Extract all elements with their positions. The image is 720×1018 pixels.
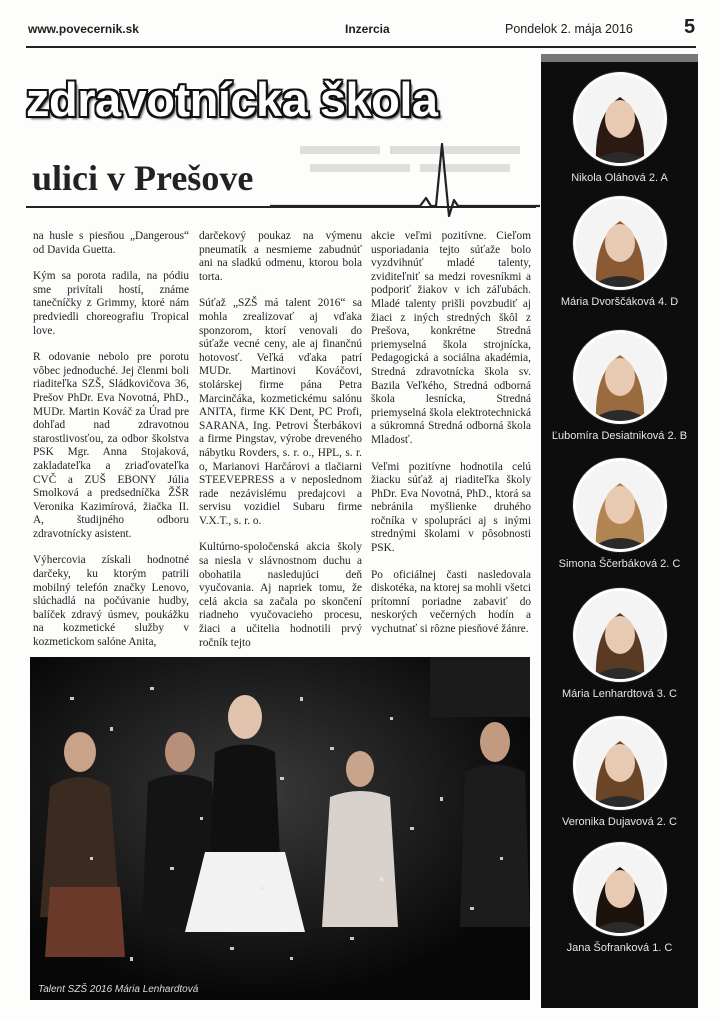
paragraph: Po oficiálnej časti nasledovala diskotéka, na ktorej sa mohli všetci prítomní poriadne zabaviť do neskorých večerných hodín a vychutnať si rôzne piesňové žánre. [371,568,531,636]
portrait-photo [573,196,667,290]
portrait-photo [573,842,667,936]
paragraph: na husle s piesňou „Dangerous“ od Davida Guetta. [33,230,189,256]
photo-caption: Talent SZŠ 2016 Mária Lenhardtová [38,984,199,995]
portrait-illustration [576,719,664,807]
paragraph: Kultúrno-spoločenská akcia školy sa niesla v slávnostnom duchu a obohatila nasledujúci deň vyučovania. Aj napriek tomu, že celá akcia sa začala po skončení riadneho vyučovacieho procesu, žiaci a učitelia hodnotili prvý ročník tejto [199,541,362,649]
portrait-photo [573,588,667,682]
header-date: Pondelok 2. mája 2016 [505,22,633,36]
heartbeat-line-icon [270,140,540,220]
portrait-illustration [576,591,664,679]
paragraph: akcie veľmi pozitívne. Cieľom usporiadania tejto súťaže bolo vyzdvihnúť mladé talenty, zviditeľniť sa medzi rovesníkmi a podporiť žiakov v ich záľubách. Mladé talenty prišli povzbudiť aj žiaci z iných stredných škôl z Prešova, konkrétne Stredná priemyselná škola strojnícka, Pedagogická a sociálna akadémia, Stredná zdravotnícka škola sv. Bazila Veľkého, Stredná odborná škola lesnícka, Stredná priemyselná škola elektrotechnická a súkromná Stredná odborná škola Mladosť. [371,230,531,446]
winner-card [541,842,698,954]
portrait-photo [573,716,667,810]
winner-name: Jana Šofranková 1. C [566,942,673,954]
page-number: 5 [684,16,696,38]
portrait-photo [573,458,667,552]
winner-name: Ľubomíra Desiatniková 2. B [551,430,688,442]
paragraph: darčekový poukaz na výmenu pneumatík a nesmieme zabudnúť ani na sladkú odmenu, ktorou bola torta. [199,230,362,283]
headline-underline [26,206,536,208]
article-column-2 [199,230,362,663]
headline-line-1: zdravotnícka škola [26,73,438,126]
winner-name: Simona Ščerbáková 2. C [558,558,681,570]
portrait-illustration [576,333,664,421]
header-divider [26,46,696,48]
winner-card [541,588,698,700]
winner-card [541,330,698,442]
stage-photo-illustration [30,657,530,1000]
winner-card [541,196,698,308]
article-column-3 [371,230,531,650]
paragraph: Výhercovia získali hodnotné darčeky, ku ktorým patrili mobilný telefón značky Lenovo, slúchadlá na počúvanie hudby, balíček zdravý úsmev, poukážku na kozmetické služby v kozmetickom salóne Anita, [33,554,189,649]
stage-photo [30,657,530,1000]
paragraph: Súťaž „SZŠ má talent 2016“ sa mohla zrealizovať aj vďaka sponzorom, ktorí venovali do súťaže vecné ceny, ale aj finančnú hotovosť. Veľká vďaka patrí MUDr. Martinovi Kováčovi, stolárskej firme pána Petra Marcinčáka, kozmetickému salónu ANITA, firme KK Dent, PC Profi, SARANA, Ing. Petrovi Šterbákovi a firme Pingstav, výrobe dreveného nábytku Rovders, s. r. o., HPL, s. r. o, Marianovi Harčárovi a tlačiarni STEEVEPRESS a v neposlednom rade nezávislému predajcovi a servisu vozidiel Subaru firme V.X.T., s. r. o. [199,297,362,527]
portrait-illustration [576,75,664,163]
header-section: Inzercia [345,22,390,36]
winner-name: Veronika Dujavová 2. C [562,816,677,828]
portrait-illustration [576,461,664,549]
headline-line-2: ulici v Prešove [32,158,254,198]
portrait-illustration [576,199,664,287]
article-column-1 [33,230,189,663]
portrait-illustration [576,845,664,933]
winner-card [541,716,698,828]
paragraph: Veľmi pozitívne hodnotila celú žiacku súťaž aj riaditeľka školy PhDr. Eva Novotná, PhD., ktorá sa nebránila myšlienke druhého ročníka v spolupráci aj s inými strednými školami v pôsobnosti PSK. [371,460,531,555]
portrait-photo [573,72,667,166]
header-website: www.povecernik.sk [28,22,139,36]
winner-name: Nikola Oláhová 2. A [571,172,668,184]
winner-name: Mária Lenhardtová 3. C [562,688,677,700]
paragraph: Kým sa porota radila, na pódiu sme privítali hostí, známe tanečníčky z Grimmy, ktoré nám predviedli choreografiu Tropical love. [33,270,189,337]
winner-card [541,458,698,570]
winner-card [541,72,698,184]
paragraph: R odovanie nebolo pre porotu vôbec jednoduché. Jej členmi boli riaditeľka SZŠ, Sládkovičova 36, Prešov PhDr. Eva Novotná, PhD., MUDr. Martin Kováč za Úrad pre dohľad nad zdravotnou starostlivosťou, za odbor školstva PSK Mgr. Anna Stojaková, zakladateľka a zriaďovateľka CVČ a ZUŠ EBONY Júlia Smolková a predsedníčka ŽŠR Veronika Kazimírová, žiačka II. A, študijného odboru zdravotnícky asistent. [33,351,189,540]
winner-name: Mária Dvorščáková 4. D [560,296,679,308]
portrait-photo [573,330,667,424]
